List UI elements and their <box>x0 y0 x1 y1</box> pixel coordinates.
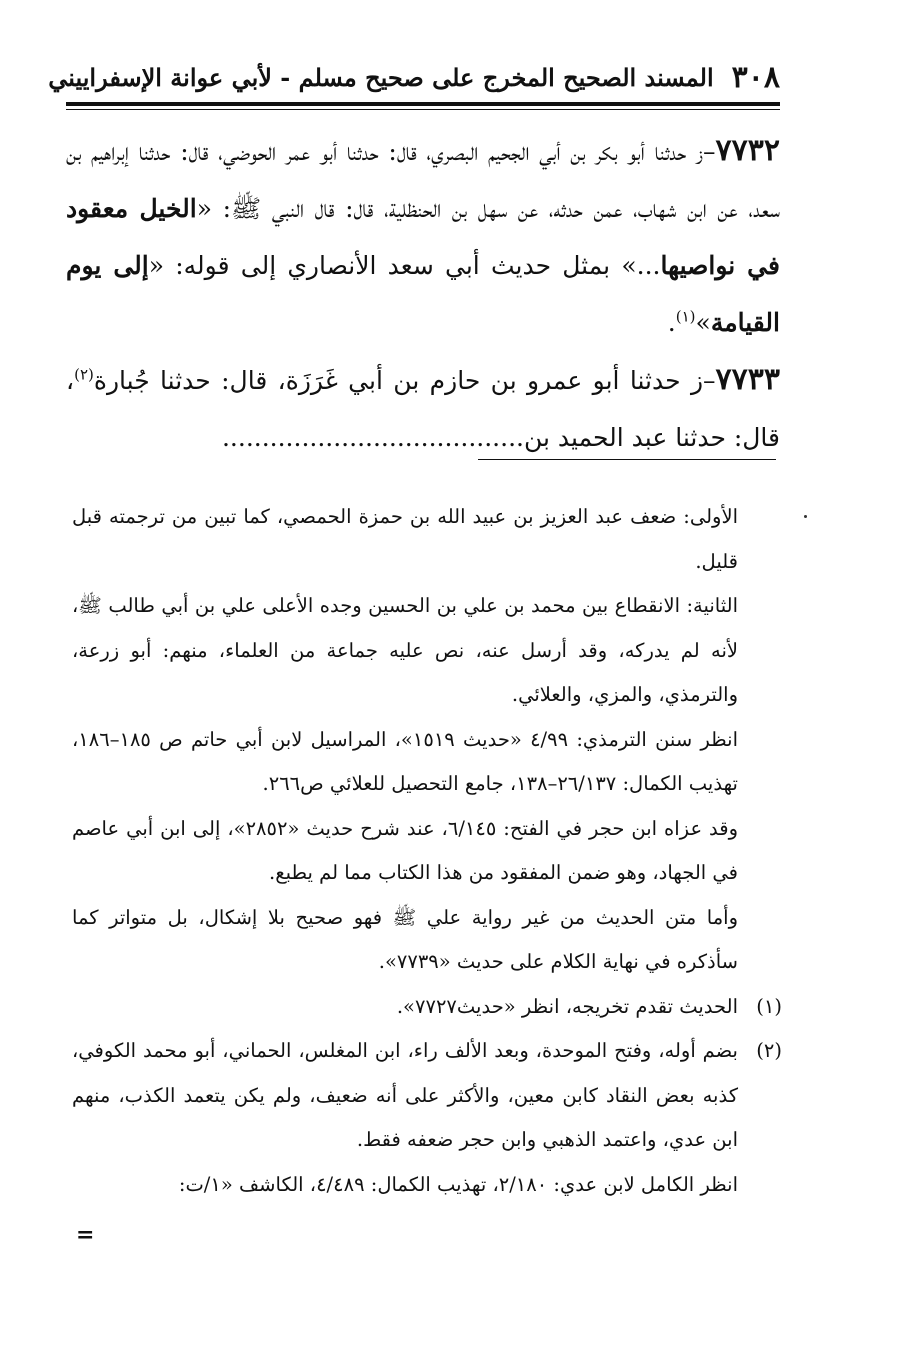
page-number: ٣٠٨ <box>731 59 780 95</box>
print-speck <box>804 515 807 518</box>
hadith-7732 <box>66 122 780 351</box>
footnote-text: الحديث تقدم تخريجه، انظر «حديث٧٧٢٧». <box>396 994 738 1018</box>
hadith-text: ...» بمثل حديث أبي سعد الأنصاري إلى قوله: « <box>148 251 661 280</box>
header-rule-thick <box>66 102 780 106</box>
hadith-number: ٧٧٣٣ <box>715 362 780 397</box>
note-paragraph: انظر سنن الترمذي: ٤/٩٩ «حديث ١٥١٩»، المراسيل لابن أبي حاتم ص ١٨٥–١٨٦، تهذيب الكمال: ٢٦/١٣٧–١٣٨، جامع التحصيل للعلائي ص٢٦٦. <box>72 727 739 795</box>
running-title: المسند الصحيح المخرج على صحيح مسلم - لأبي عوانة الإسفراييني <box>48 62 714 92</box>
hadith-text: ، قال: حدثنا عبد الحميد بن <box>66 366 780 452</box>
footnote-text: بضم أوله، وفتح الموحدة، وبعد الألف راء، ابن المغلس، الحماني، أبو محمد الكوفي، كذبه بعض النقاد كابن معين، والأكثر على أنه ضعيف، ولم يكن يتعمد الكذب، منهم ابن عدي، واعتمد الذهبي وابن حجر ضعفه فقط. <box>72 1039 738 1151</box>
hadith-text: –ز حدثنا أبو عمرو بن حازم بن أبي غَرَزَة، قال: حدثنا جُبارة <box>93 366 716 395</box>
hadith-quote: الخيل معقود في نواصيها <box>66 194 780 280</box>
footnote-mark: (١) <box>756 994 782 1018</box>
footnote-2 <box>72 1029 782 1163</box>
footnote-separator <box>478 459 776 460</box>
header-rule-thin <box>66 109 780 110</box>
hadith-quote: إلى يوم القيامة <box>66 251 780 337</box>
hadith-text: . <box>667 308 676 337</box>
main-text <box>66 122 780 466</box>
footnote-ref-1[interactable]: (١) <box>675 307 696 326</box>
hadith-7733 <box>66 351 780 466</box>
note-paragraph: الأولى: ضعف عبد العزيز بن عبيد الله بن حمزة الحمصي، كما تبين من ترجمته قبل قليل. <box>72 505 738 573</box>
footnote-mark: (٢) <box>756 1039 782 1062</box>
footnote-ref-2[interactable]: (٢) <box>74 365 94 384</box>
note-paragraph: وأما متن الحديث من غير رواية علي ﷺ فهو صحيح بلا إشكال، بل متواتر كما سأذكره في نهاية الكلام على حديث «٧٧٣٩». <box>72 905 738 973</box>
continued-mark: = <box>76 1222 95 1248</box>
hadith-text: » <box>695 308 711 337</box>
note-paragraph: الثانية: الانقطاع بين محمد بن علي بن الحسين وجده الأعلى علي بن أبي طالب ﷺ، لأنه لم يدركه، وقد أرسل عنه، نص عليه جماعة من العلماء، منهم: أبو زرعة، والترمذي، والمزي، والعلائي. <box>72 594 738 706</box>
page-header <box>48 54 780 100</box>
note-references: انظر الكامل لابن عدي: ٢/١٨٠، تهذيب الكمال: ٤/٤٨٩، الكاشف «١/ت: <box>178 1172 738 1196</box>
hadith-text: –ز حدثنا أبو بكر بن أبي الجحيم البصري، قال: حدثنا أبو عمر الحوضي، قال: حدثنا إبراهيم بن سعد، عن ابن شهاب، عمن حدثه، عن سهل بن الحنظلية، قال: قال النبي ﷺ: « <box>66 137 781 223</box>
hadith-number: ٧٧٣٢ <box>715 133 780 168</box>
footnotes <box>72 495 782 1207</box>
note-paragraph: وقد عزاه ابن حجر في الفتح: ٦/١٤٥، عند شرح حديث «٢٨٥٢»، إلى ابن أبي عاصم في الجهاد، وهو ضمن المفقود من هذا الكتاب مما لم يطبع. <box>72 816 739 884</box>
continuation-dots: ...................................... <box>221 423 524 452</box>
footnote-1 <box>72 985 782 1030</box>
